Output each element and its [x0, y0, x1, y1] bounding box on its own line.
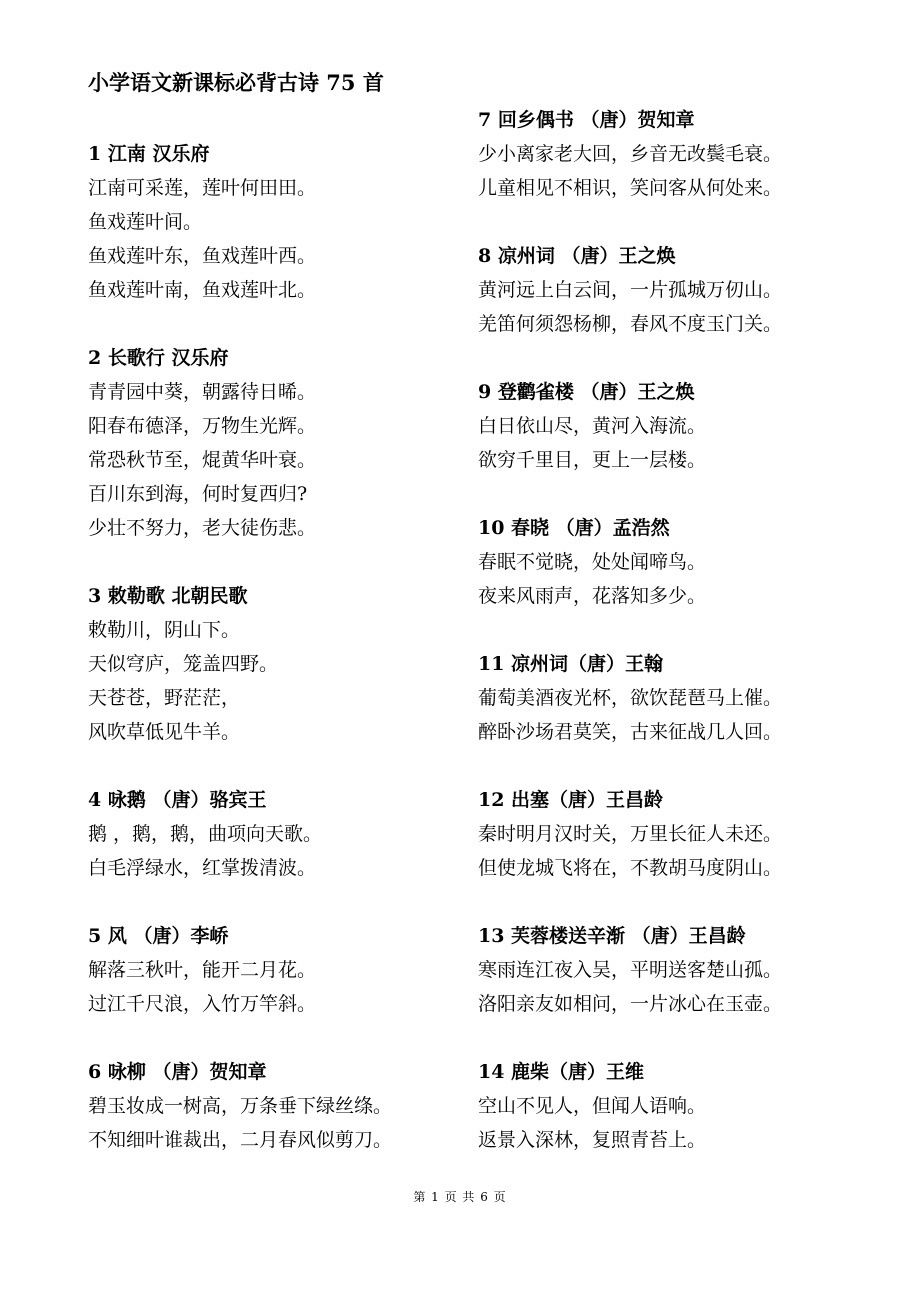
poem-line: 醉卧沙场君莫笑，古来征战几人回。 [478, 721, 783, 743]
poem-line: 风吹草低见牛羊。 [88, 721, 241, 743]
poem-line: 秦时明月汉时关，万里长征人未还。 [478, 823, 783, 845]
poem-line: 碧玉妆成一树高，万条垂下绿丝绦。 [88, 1095, 393, 1117]
poem-line: 返景入深林，复照青苔上。 [478, 1129, 707, 1151]
poem-heading: 9 登鹳雀楼 （唐）王之焕 [478, 381, 695, 403]
poem-heading: 11 凉州词（唐）王翰 [478, 653, 664, 675]
poem-line: 鱼戏莲叶南，鱼戏莲叶北。 [88, 279, 317, 301]
poem-line: 夜来风雨声，花落知多少。 [478, 585, 707, 607]
poem-line: 寒雨连江夜入吴，平明送客楚山孤。 [478, 959, 783, 981]
poem-line: 白日依山尽，黄河入海流。 [478, 415, 707, 437]
poem-line: 洛阳亲友如相问，一片冰心在玉壶。 [478, 993, 783, 1015]
poem-heading: 4 咏鹅 （唐）骆宾王 [88, 789, 267, 811]
poem-13 [478, 919, 782, 1021]
poem-heading: 14 鹿柴（唐）王维 [478, 1061, 645, 1083]
poem-4 [88, 783, 322, 885]
poem-6 [88, 1055, 392, 1157]
poem-heading: 3 敕勒歌 北朝民歌 [88, 585, 248, 607]
poem-heading: 12 出塞（唐）王昌龄 [478, 789, 664, 811]
poem-line: 鱼戏莲叶东，鱼戏莲叶西。 [88, 245, 317, 267]
poem-line: 百川东到海，何时复西归? [88, 483, 308, 505]
poem-line: 儿童相见不相识，笑问客从何处来。 [478, 177, 783, 199]
poem-3 [88, 579, 278, 749]
poem-line: 春眠不觉晓，处处闻啼鸟。 [478, 551, 707, 573]
poem-heading: 2 长歌行 汉乐府 [88, 347, 229, 369]
page-title: 小学语文新课标必背古诗 75 首 [88, 70, 384, 95]
poem-10 [478, 511, 706, 613]
poem-line: 解落三秋叶，能开二月花。 [88, 959, 317, 981]
poem-line: 少壮不努力，老大徒伤悲。 [88, 517, 317, 539]
poem-line: 黄河远上白云间，一片孤城万仞山。 [478, 279, 783, 301]
poem-line: 不知细叶谁裁出，二月春风似剪刀。 [88, 1129, 393, 1151]
poem-line: 空山不见人，但闻人语响。 [478, 1095, 707, 1117]
poem-11 [478, 647, 782, 749]
poem-line: 天苍苍，野茫茫， [88, 687, 241, 709]
poem-line: 但使龙城飞将在，不教胡马度阴山。 [478, 857, 783, 879]
poem-heading: 10 春晓 （唐）孟浩然 [478, 517, 670, 539]
poem-5 [88, 919, 316, 1021]
poem-8 [478, 239, 782, 341]
poem-line: 白毛浮绿水，红掌拨清波。 [88, 857, 317, 879]
poem-line: 鹅 ，鹅，鹅，曲项向天歌。 [88, 823, 323, 845]
poem-2 [88, 341, 316, 545]
poem-line: 鱼戏莲叶间。 [88, 211, 203, 233]
poem-line: 羌笛何须怨杨柳，春风不度玉门关。 [478, 313, 783, 335]
poem-line: 阳春布德泽，万物生光辉。 [88, 415, 317, 437]
page-footer: 第 1 页 共 6 页 [413, 1190, 507, 1204]
poem-12 [478, 783, 782, 885]
poem-14 [478, 1055, 706, 1157]
poem-line: 天似穹庐，笼盖四野。 [88, 653, 279, 675]
poem-heading: 13 芙蓉楼送辛渐 （唐）王昌龄 [478, 925, 746, 947]
poem-line: 少小离家老大回，乡音无改鬓毛衰。 [478, 143, 783, 165]
poem-1 [88, 137, 316, 307]
poem-line: 欲穷千里目，更上一层楼。 [478, 449, 707, 471]
poem-line: 过江千尺浪，入竹万竿斜。 [88, 993, 317, 1015]
poem-line: 敕勒川，阴山下。 [88, 619, 241, 641]
poem-9 [478, 375, 706, 477]
poem-7 [478, 103, 782, 205]
poem-heading: 6 咏柳 （唐）贺知章 [88, 1061, 267, 1083]
poem-line: 葡萄美酒夜光杯，欲饮琵琶马上催。 [478, 687, 783, 709]
poem-line: 江南可采莲，莲叶何田田。 [88, 177, 317, 199]
poem-heading: 7 回乡偶书 （唐）贺知章 [478, 109, 695, 131]
poem-line: 青青园中葵，朝露待日晞。 [88, 381, 317, 403]
poem-heading: 1 江南 汉乐府 [88, 143, 210, 165]
poem-heading: 5 风 （唐）李峤 [88, 925, 229, 947]
poem-line: 常恐秋节至，焜黄华叶衰。 [88, 449, 317, 471]
poem-heading: 8 凉州词 （唐）王之焕 [478, 245, 676, 267]
